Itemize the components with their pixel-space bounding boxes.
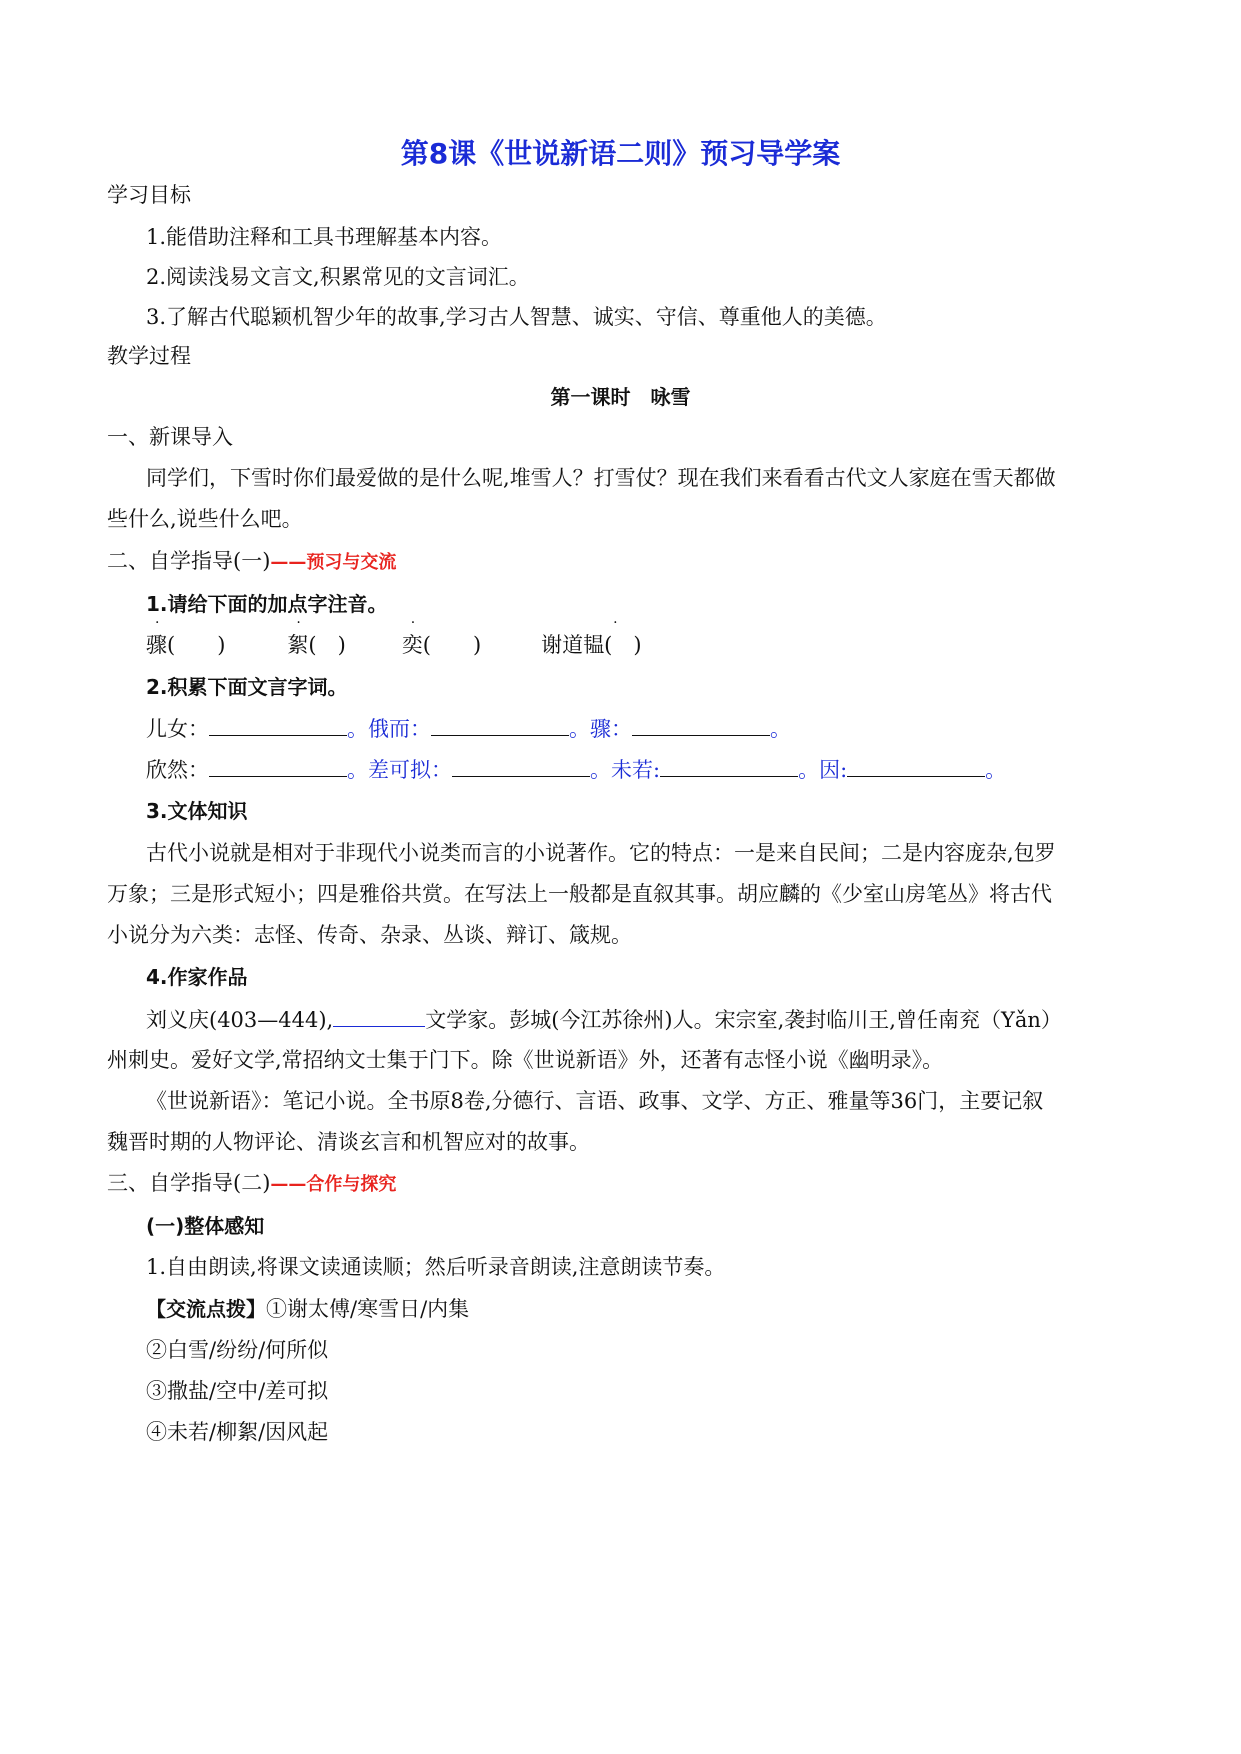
genre-paragraph-line: 万象；三是形式短小；四是雅俗共赏。在写法上一般都是直叙其事。胡应麟的《少室山房笔丛》将古代	[107, 882, 1052, 906]
objective-item: 1.能借助注释和工具书理解基本内容。	[146, 225, 503, 249]
rhythm-line: ②白雪/纷纷/何所似	[146, 1338, 329, 1362]
lesson-title: 第一课时 咏雪	[550, 385, 691, 409]
answer-blank[interactable]	[847, 754, 985, 777]
author-paragraph-line	[146, 1004, 1062, 1035]
pinyin-item: · 谢道韫( )	[541, 615, 642, 657]
objective-item: 3.了解古代聪颖机智少年的故事,学习古人智慧、诚实、守信、尊重他人的美德。	[146, 305, 887, 329]
question-1: 1.请给下面的加点字注音。	[146, 592, 388, 616]
pinyin-row	[146, 615, 700, 660]
emphasis-dot: ·	[410, 615, 416, 631]
vocab-end: 。	[770, 717, 791, 741]
genre-paragraph-line: 古代小说就是相对于非现代小说类而言的小说著作。它的特点：一是来自民间；二是内容庞杂,包罗	[146, 841, 1056, 865]
book-paragraph-line: 魏晋时期的人物评论、清谈玄言和机智应对的故事。	[107, 1130, 590, 1154]
answer-blank[interactable]	[209, 713, 347, 736]
guide2-tag: ——合作与探究	[270, 1174, 397, 1195]
tip-row	[146, 1294, 469, 1324]
intro-paragraph-line: 同学们，下雪时你们最爱做的是什么呢,堆雪人？打雪仗？现在我们来看看古代文人家庭在雪天都做	[146, 466, 1056, 490]
answer-blank[interactable]	[209, 754, 347, 777]
objective-item: 2.阅读浅易文言文,积累常见的文言词汇。	[146, 265, 530, 289]
guide1-heading: 二、自学指导(一)	[107, 549, 271, 573]
guide2-heading: 三、自学指导(二)	[107, 1171, 271, 1195]
vocab-label: 。因:	[798, 758, 848, 782]
vocab-row	[146, 713, 791, 744]
rhythm-line: ③撒盐/空中/差可拟	[146, 1379, 329, 1403]
pinyin-item: · 奕( )	[401, 615, 482, 657]
guide1-tag: ——预习与交流	[270, 552, 397, 573]
vocab-label: 儿女：	[146, 717, 209, 741]
answer-blank[interactable]	[660, 754, 798, 777]
subsection-heading: (一)整体感知	[146, 1214, 265, 1238]
rhythm-line: ①谢太傅/寒雪日/内集	[266, 1297, 470, 1321]
emphasis-dot: ·	[613, 615, 618, 631]
author-paragraph-line: 州刺史。爱好文学,常招纳文士集于门下。除《世说新语》外，还著有志怪小说《幽明录》。	[107, 1048, 944, 1072]
guide2-heading-row	[107, 1168, 396, 1200]
vocab-label: 。俄而：	[347, 717, 431, 741]
tip-label: 【交流点拨】	[146, 1297, 266, 1321]
answer-blank[interactable]	[632, 713, 770, 736]
vocab-label: 。骤：	[569, 717, 632, 741]
guide1-heading-row	[107, 546, 396, 578]
vocab-label: 。差可拟：	[347, 758, 452, 782]
pinyin-item: · 骤( )	[146, 615, 226, 657]
page-title: 第8课《世说新语二则》预习导学案	[400, 137, 841, 170]
emphasis-dot: ·	[155, 615, 160, 631]
vocab-row	[146, 754, 1006, 785]
process-heading: 教学过程	[107, 344, 191, 368]
question-4: 4.作家作品	[146, 965, 248, 989]
objectives-heading: 学习目标	[107, 183, 191, 207]
answer-blank[interactable]	[452, 754, 590, 777]
vocab-label: 。未若:	[590, 758, 661, 782]
vocab-end: 。	[985, 758, 1007, 782]
rhythm-line: ④未若/柳絮/因风起	[146, 1420, 329, 1444]
emphasis-dot: ·	[296, 615, 301, 631]
vocab-label: 欣然：	[146, 758, 209, 782]
author-text: 文学家。彭城(今江苏徐州)人。宋宗室,袭封临川王,曾任南兖（Yǎn）	[425, 1008, 1062, 1032]
intro-paragraph-line: 些什么,说些什么吧。	[107, 507, 303, 531]
intro-heading: 一、新课导入	[107, 425, 233, 449]
answer-blank[interactable]	[333, 1004, 425, 1027]
genre-paragraph-line: 小说分为六类：志怪、传奇、杂录、丛谈、辩订、箴规。	[107, 923, 632, 947]
pinyin-item: · 絮( )	[287, 615, 346, 657]
question-3: 3.文体知识	[146, 799, 248, 823]
reading-instruction: 1.自由朗读,将课文读通读顺；然后听录音朗读,注意朗读节奏。	[146, 1255, 726, 1279]
answer-blank[interactable]	[431, 713, 569, 736]
author-text: 刘义庆(403—444),	[146, 1008, 334, 1032]
book-paragraph-line: 《世说新语》：笔记小说。全书原8卷,分德行、言语、政事、文学、方正、雅量等36门，主要记叙	[146, 1089, 1044, 1113]
question-2: 2.积累下面文言字词。	[146, 675, 348, 699]
